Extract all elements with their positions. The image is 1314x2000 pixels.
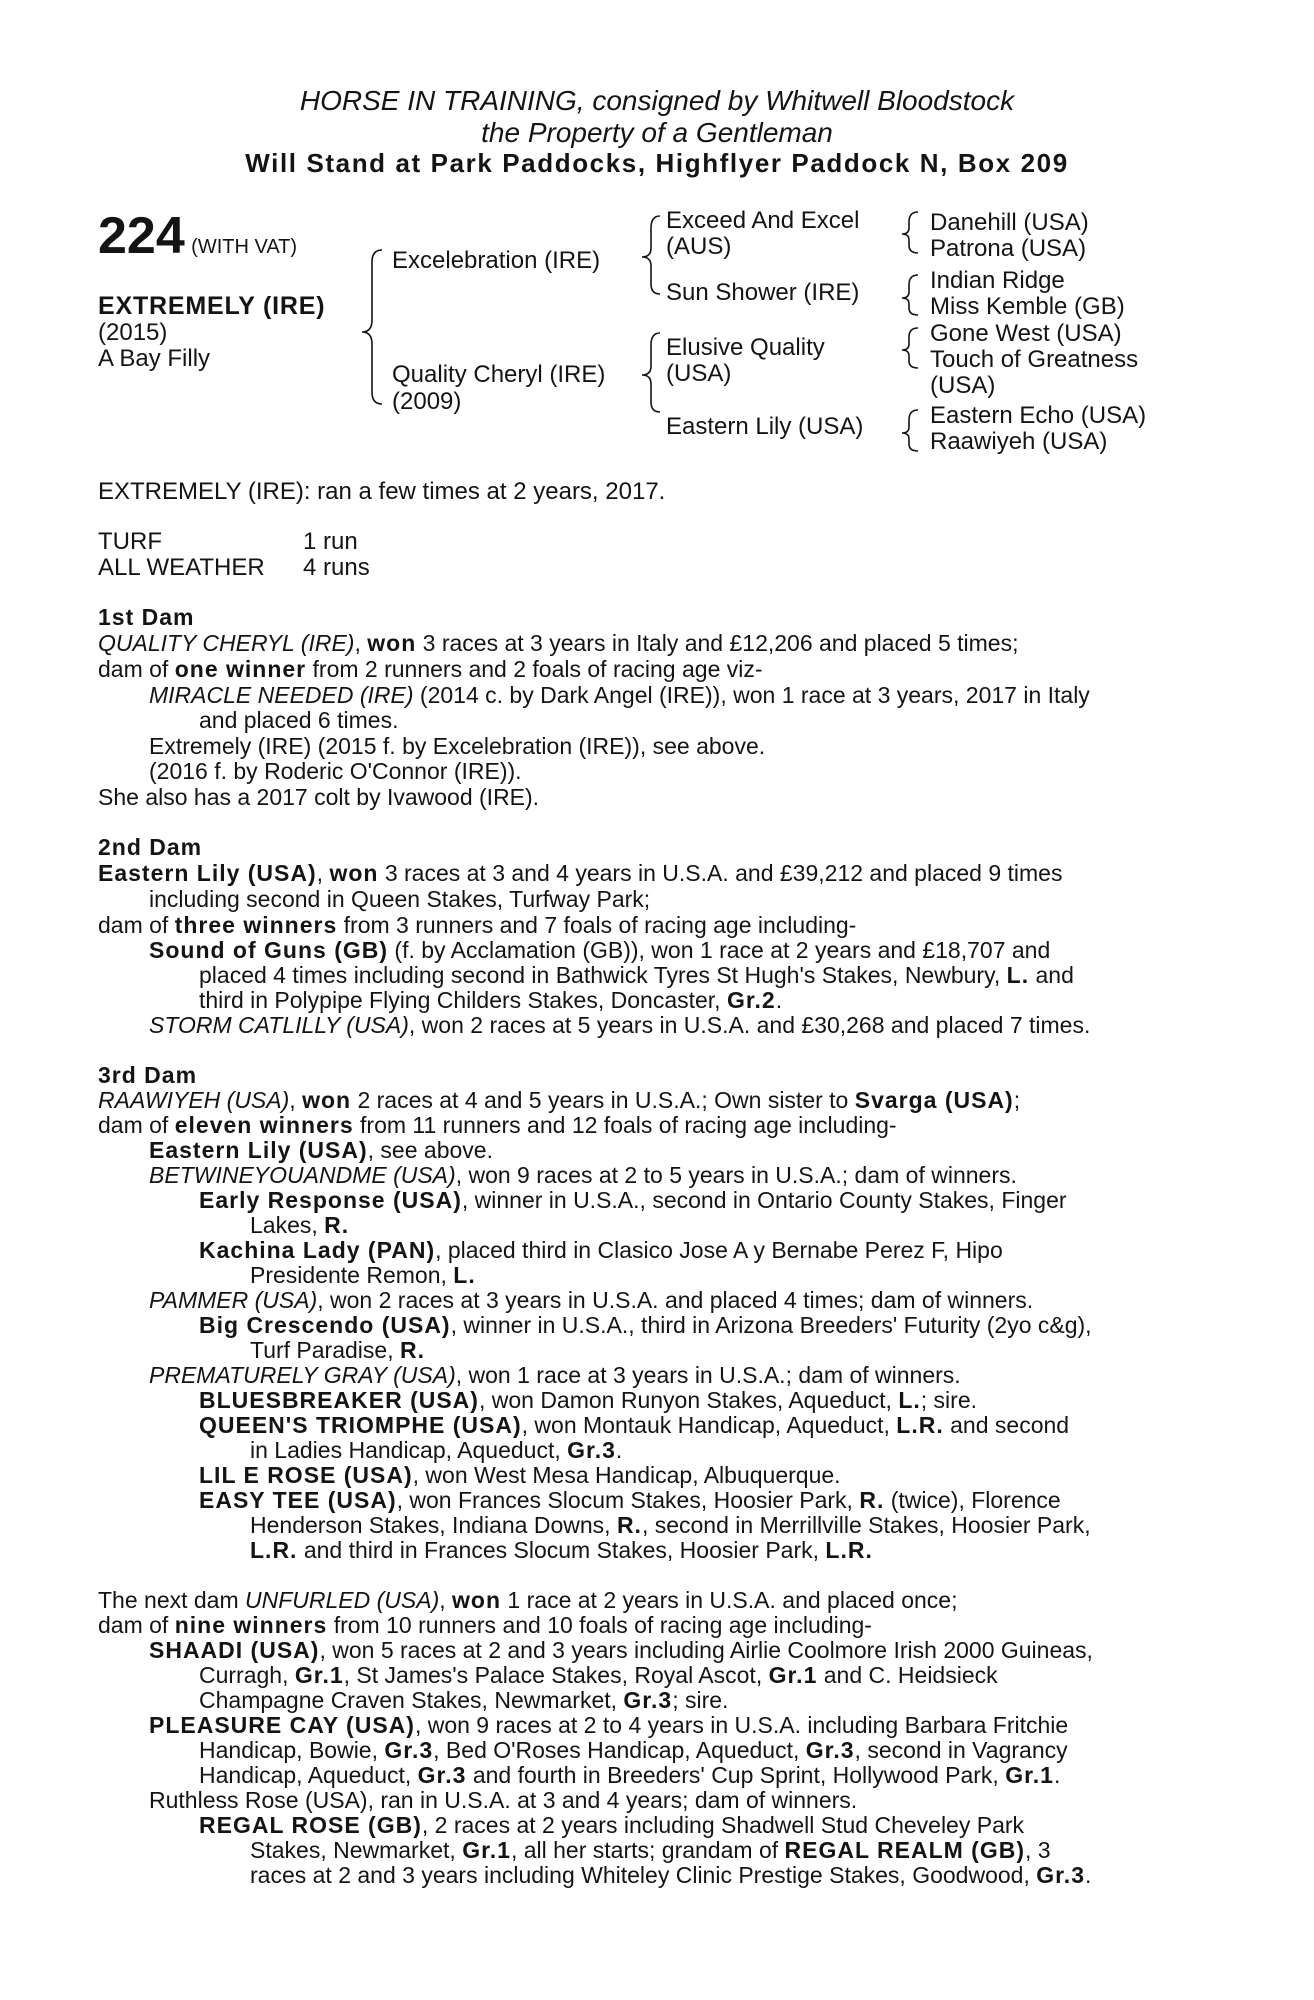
first-dam-note: She also has a 2017 colt by Ivawood (IRE). — [98, 784, 540, 810]
dsd: Touch of Greatness — [930, 346, 1139, 373]
list-item-cont: Presidente Remon, L. — [250, 1262, 476, 1288]
list-item: BETWINEYOUANDME (USA), won 9 races at 2 to 5 years in U.S.A.; dam of winners. — [149, 1162, 1017, 1188]
list-item: Eastern Lily (USA), see above. — [149, 1137, 493, 1163]
list-item: BLUESBREAKER (USA), won Damon Runyon Stakes, Aqueduct, L.; sire. — [199, 1387, 977, 1413]
second-dam-line-cont: including second in Queen Stakes, Turfway Park; — [149, 886, 651, 912]
list-item: LIL E ROSE (USA), won West Mesa Handicap, Albuquerque. — [199, 1462, 841, 1488]
next-dam-produce: dam of nine winners from 10 runners and 10 foals of racing age including- — [98, 1612, 872, 1638]
sds: Indian Ridge — [930, 267, 1065, 294]
list-item: EASY TEE (USA), won Frances Slocum Stakes, Hoosier Park, R. (twice), Florence — [199, 1487, 1061, 1513]
vat-note: (WITH VAT) — [191, 236, 298, 258]
dsd-country: (USA) — [930, 372, 996, 399]
horse-name: EXTREMELY (IRE) — [98, 292, 326, 320]
list-item-cont: Handicap, Bowie, Gr.3, Bed O'Roses Handicap, Aqueduct, Gr.3, second in Vagrancy — [199, 1737, 1068, 1763]
sire: Excelebration (IRE) — [392, 247, 601, 274]
third-dam-produce: dam of eleven winners from 11 runners and 12 foals of racing age including- — [98, 1112, 897, 1138]
header-consignor: HORSE IN TRAINING, consigned by Whitwell Bloodstock — [299, 85, 1015, 116]
second-dam-line: Eastern Lily (USA), won 3 races at 3 and 4 years in U.S.A. and £39,212 and placed 9 times — [98, 860, 1063, 886]
turf-runs: 1 run — [303, 528, 358, 555]
race-summary: EXTREMELY (IRE): ran a few times at 2 years, 2017. — [98, 478, 666, 505]
first-dam-produce: dam of one winner from 2 runners and 2 foals of racing age viz- — [98, 656, 763, 682]
third-dam-heading: 3rd Dam — [98, 1062, 198, 1088]
lot-number: 224 — [98, 207, 185, 265]
list-item: PAMMER (USA), won 2 races at 3 years in U.S.A. and placed 4 times; dam of winners. — [149, 1287, 1034, 1313]
ddd: Raawiyeh (USA) — [930, 428, 1108, 455]
list-item: Big Crescendo (USA), winner in U.S.A., third in Arizona Breeders' Futurity (2yo c&g), — [199, 1312, 1092, 1338]
second-dam-heading: 2nd Dam — [98, 834, 203, 860]
dss: Gone West (USA) — [930, 320, 1122, 347]
list-item: SHAADI (USA), won 5 races at 2 and 3 years including Airlie Coolmore Irish 2000 Guineas, — [149, 1637, 1093, 1663]
sire-sire: Exceed And Excel — [666, 207, 860, 234]
dam: Quality Cheryl (IRE) — [392, 361, 606, 388]
list-item-cont: Turf Paradise, R. — [250, 1337, 425, 1363]
sss: Danehill (USA) — [930, 209, 1089, 236]
dam-year: (2009) — [392, 388, 462, 415]
list-item-cont: L.R. and third in Frances Slocum Stakes, Hoosier Park, L.R. — [250, 1537, 873, 1563]
second-dam-produce: dam of three winners from 3 runners and 7 foals of racing age including- — [98, 912, 857, 938]
list-item: PREMATURELY GRAY (USA), won 1 race at 3 years in U.S.A.; dam of winners. — [149, 1362, 961, 1388]
dds: Eastern Echo (USA) — [930, 402, 1147, 429]
header-property: the Property of a Gentleman — [481, 117, 833, 148]
third-dam-line: RAAWIYEH (USA), won 2 races at 4 and 5 years in U.S.A.; Own sister to Svarga (USA); — [98, 1087, 1021, 1113]
list-item: STORM CATLILLY (USA), won 2 races at 5 years in U.S.A. and £30,268 and placed 7 times. — [149, 1012, 1091, 1038]
list-item: REGAL ROSE (GB), 2 races at 2 years including Shadwell Stud Cheveley Park — [199, 1812, 1025, 1838]
list-item-cont: Lakes, R. — [250, 1212, 350, 1238]
dam-dam: Eastern Lily (USA) — [666, 413, 864, 440]
list-item: MIRACLE NEEDED (IRE) (2014 c. by Dark Angel (IRE)), won 1 race at 3 years, 2017 in Italy — [149, 682, 1090, 708]
list-item: Extremely (IRE) (2015 f. by Excelebration (IRE)), see above. — [149, 733, 766, 759]
sire-dam: Sun Shower (IRE) — [666, 279, 860, 306]
list-item-cont: and placed 6 times. — [199, 707, 399, 733]
first-dam-line: QUALITY CHERYL (IRE), won 3 races at 3 years in Italy and £12,206 and placed 5 times; — [98, 630, 1019, 656]
list-item: Ruthless Rose (USA), ran in U.S.A. at 3 and 4 years; dam of winners. — [149, 1787, 858, 1813]
sdd: Miss Kemble (GB) — [930, 293, 1125, 320]
next-dam-line: The next dam UNFURLED (USA), won 1 race at 2 years in U.S.A. and placed once; — [98, 1587, 958, 1613]
horse-description: A Bay Filly — [98, 345, 211, 372]
list-item: Kachina Lady (PAN), placed third in Clasico Jose A y Bernabe Perez F, Hipo — [199, 1237, 1003, 1263]
ssd: Patrona (USA) — [930, 235, 1087, 262]
list-item: (2016 f. by Roderic O'Connor (IRE)). — [149, 758, 522, 784]
pedigree-brackets — [0, 0, 1314, 460]
foaling-year: (2015) — [98, 319, 168, 346]
list-item-cont: placed 4 times including second in Bathwick Tyres St Hugh's Stakes, Newbury, L. and — [199, 962, 1074, 988]
list-item-cont: races at 2 and 3 years including Whiteley Clinic Prestige Stakes, Goodwood, Gr.3. — [250, 1862, 1092, 1888]
header-stand-location: Will Stand at Park Paddocks, Highflyer Paddock N, Box 209 — [245, 148, 1069, 178]
list-item: PLEASURE CAY (USA), won 9 races at 2 to 4 years in U.S.A. including Barbara Fritchie — [149, 1712, 1069, 1738]
list-item-cont: Curragh, Gr.1, St James's Palace Stakes, Royal Ascot, Gr.1 and C. Heidsieck — [199, 1662, 998, 1688]
list-item-cont: third in Polypipe Flying Childers Stakes, Doncaster, Gr.2. — [199, 987, 783, 1013]
dam-sire: Elusive Quality — [666, 334, 825, 361]
turf-label: TURF — [98, 528, 162, 555]
list-item-cont: in Ladies Handicap, Aqueduct, Gr.3. — [250, 1437, 623, 1463]
aw-label: ALL WEATHER — [98, 554, 265, 581]
dam-sire-country: (USA) — [666, 360, 732, 387]
first-dam-heading: 1st Dam — [98, 604, 195, 630]
list-item-cont: Champagne Craven Stakes, Newmarket, Gr.3; sire. — [199, 1687, 729, 1713]
list-item: Sound of Guns (GB) (f. by Acclamation (GB)), won 1 race at 2 years and £18,707 and — [149, 937, 1051, 963]
list-item-cont: Stakes, Newmarket, Gr.1, all her starts; grandam of REGAL REALM (GB), 3 — [250, 1837, 1051, 1863]
list-item-cont: Handicap, Aqueduct, Gr.3 and fourth in Breeders' Cup Sprint, Hollywood Park, Gr.1. — [199, 1762, 1061, 1788]
list-item-cont: Henderson Stakes, Indiana Downs, R., second in Merrillville Stakes, Hoosier Park, — [250, 1512, 1091, 1538]
list-item: QUEEN'S TRIOMPHE (USA), won Montauk Handicap, Aqueduct, L.R. and second — [199, 1412, 1070, 1438]
aw-runs: 4 runs — [303, 554, 370, 581]
list-item: Early Response (USA), winner in U.S.A., second in Ontario County Stakes, Finger — [199, 1187, 1067, 1213]
sire-sire-country: (AUS) — [666, 233, 732, 260]
